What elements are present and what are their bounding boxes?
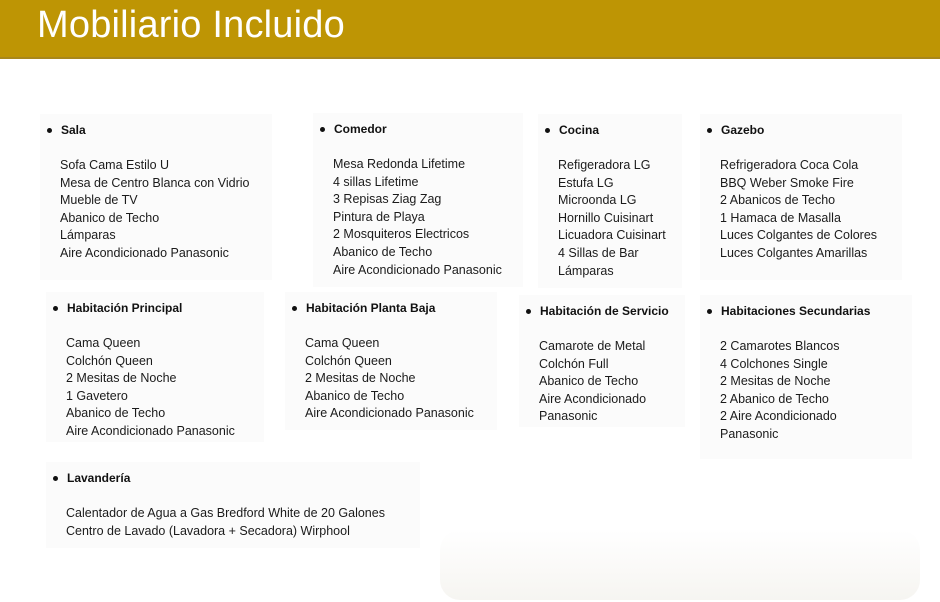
list-item: Cama Queen: [66, 336, 141, 350]
list-item: Abanico de Techo: [60, 210, 160, 225]
section-title: Habitaciones Secundarias: [721, 304, 871, 318]
list-item: Abanico de Techo: [66, 406, 166, 421]
section-heading: [47, 122, 272, 138]
list-item: 1 Gavetero: [66, 388, 128, 403]
list-item: Aire Acondicionado: [539, 391, 647, 406]
title-banner: [0, 0, 940, 59]
bullet-icon: [53, 476, 58, 481]
bullet-icon: [320, 127, 325, 132]
bullet-icon: [53, 306, 58, 311]
list-item: Abanico de Techo: [333, 244, 433, 259]
item-list: [53, 335, 264, 441]
list-item: 1 Hamaca de Masalla: [720, 210, 841, 225]
list-item: 4 sillas Lifetime: [333, 174, 419, 189]
list-item: 2 Camarotes Blancos: [720, 339, 840, 353]
section-heading: [526, 303, 685, 319]
list-item: 2 Abanico de Techo: [720, 391, 829, 406]
section-title: Gazebo: [721, 123, 765, 137]
list-item: Estufa LG: [558, 175, 614, 190]
list-item: Camarote de Metal: [539, 339, 646, 353]
list-item: 4 Colchones Single: [720, 356, 828, 371]
section-title: Lavandería: [67, 471, 131, 485]
list-item: Aire Acondicionado Panasonic: [333, 262, 502, 277]
list-item: Refrigeradora Coca Cola: [720, 158, 859, 172]
section-heading: [320, 121, 523, 137]
section-title: Sala: [61, 123, 86, 137]
list-item: Microonda LG: [558, 193, 637, 208]
list-item: Calentador de Agua a Gas Bredford White de 20 Galones: [66, 506, 385, 520]
item-list: [292, 335, 497, 423]
list-item: Aire Acondicionado Panasonic: [66, 423, 235, 438]
item-list: [320, 156, 523, 279]
section-habitacion-servicio: [519, 295, 685, 427]
section-sala: [40, 114, 272, 280]
list-item: Hornillo Cuisinart: [558, 210, 654, 225]
list-item: Abanico de Techo: [539, 374, 639, 389]
list-item: 2 Aire Acondicionado: [720, 409, 837, 424]
faded-background-image: [440, 530, 920, 600]
section-comedor: [313, 113, 523, 287]
list-item: 2 Mesitas de Noche: [66, 371, 177, 386]
item-list: [47, 157, 272, 263]
list-item: 2 Abanicos de Techo: [720, 193, 836, 208]
list-item: Panasonic: [720, 426, 779, 441]
section-gazebo: [700, 114, 902, 280]
list-item: Pintura de Playa: [333, 209, 425, 224]
bullet-icon: [47, 128, 52, 133]
section-cocina: [538, 114, 682, 288]
section-habitacion-planta-baja: [285, 292, 497, 430]
bullet-icon: [292, 306, 297, 311]
item-list: [53, 505, 420, 540]
list-item: Centro de Lavado (Lavadora + Secadora) Wirphool: [66, 523, 350, 538]
list-item: Mesa Redonda Lifetime: [333, 157, 466, 171]
section-heading: [707, 122, 902, 138]
bullet-icon: [545, 128, 550, 133]
item-list: [707, 157, 902, 263]
section-heading: [53, 470, 420, 486]
item-list: [545, 157, 682, 280]
list-item: Colchón Full: [539, 356, 609, 371]
list-item: BBQ Weber Smoke Fire: [720, 175, 854, 190]
section-title: Habitación de Servicio: [540, 304, 669, 318]
list-item: Mesa de Centro Blanca con Vidrio: [60, 175, 250, 190]
section-heading: [53, 300, 264, 316]
list-item: Refigeradora LG: [558, 158, 651, 172]
list-item: Colchón Queen: [305, 353, 392, 368]
list-item: Lámparas: [558, 263, 614, 278]
section-heading: [292, 300, 497, 316]
list-item: 2 Mesitas de Noche: [720, 374, 831, 389]
page-title: Mobiliario Incluido: [37, 4, 345, 46]
list-item: Colchón Queen: [66, 353, 153, 368]
list-item: 4 Sillas de Bar: [558, 245, 639, 260]
list-item: 2 Mesitas de Noche: [305, 371, 416, 386]
list-item: Mueble de TV: [60, 193, 138, 208]
item-list: [526, 338, 685, 426]
list-item: 2 Mosquiteros Electricos: [333, 227, 470, 242]
item-list: [707, 338, 912, 444]
list-item: 3 Repisas Ziag Zag: [333, 192, 442, 207]
section-lavanderia: [46, 462, 420, 548]
list-item: Aire Acondicionado Panasonic: [60, 245, 229, 260]
list-item: Panasonic: [539, 409, 598, 424]
list-item: Aire Acondicionado Panasonic: [305, 406, 474, 421]
section-title: Habitación Planta Baja: [306, 301, 436, 315]
section-title: Comedor: [334, 122, 387, 136]
bullet-icon: [707, 128, 712, 133]
section-title: Cocina: [559, 123, 600, 137]
section-habitacion-principal: [46, 292, 264, 442]
bullet-icon: [526, 309, 531, 314]
list-item: Luces Colgantes de Colores: [720, 228, 878, 243]
list-item: Luces Colgantes Amarillas: [720, 245, 868, 260]
list-item: Lámparas: [60, 228, 116, 243]
section-heading: [707, 303, 912, 319]
bullet-icon: [707, 309, 712, 314]
section-heading: [545, 122, 682, 138]
list-item: Sofa Cama Estilo U: [60, 158, 170, 172]
list-item: Cama Queen: [305, 336, 380, 350]
list-item: Licuadora Cuisinart: [558, 228, 666, 243]
list-item: Abanico de Techo: [305, 388, 405, 403]
section-title: Habitación Principal: [67, 301, 183, 315]
section-habitaciones-secundarias: [700, 295, 912, 459]
